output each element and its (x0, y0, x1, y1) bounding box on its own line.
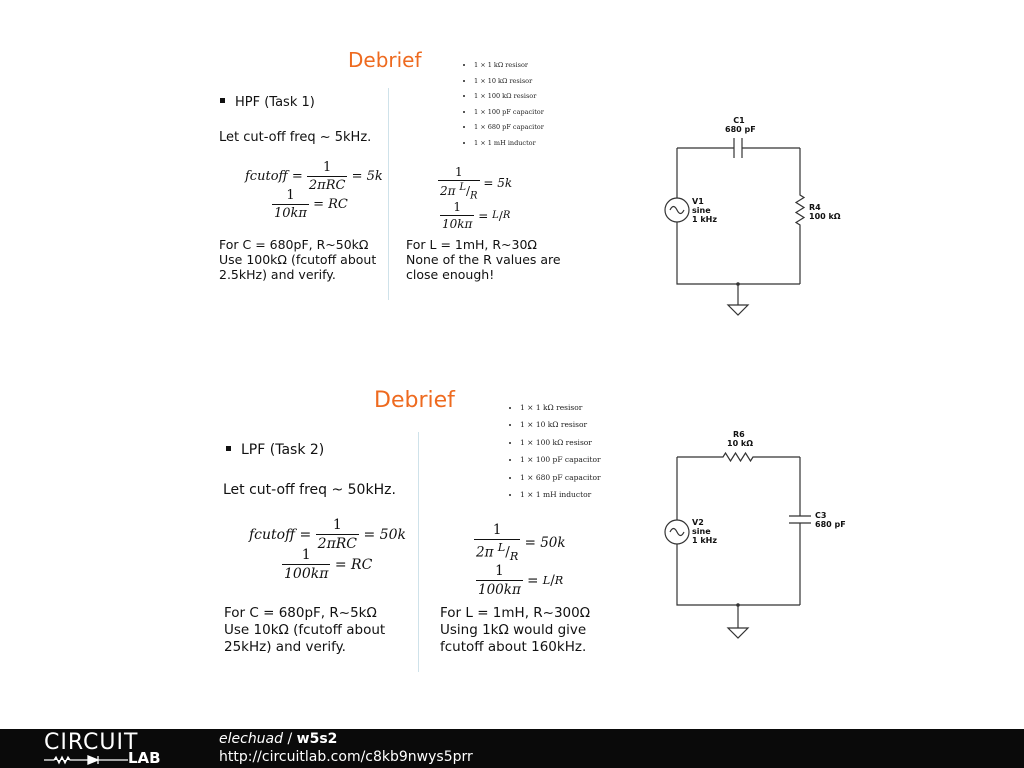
slide-title: Debrief (348, 48, 422, 72)
resistor-zigzag (796, 148, 804, 284)
inductor-equation: $\frac{1}{2\pi ^L/_R}$ = 5k (440, 165, 513, 202)
list-item: • 1 × 1 kΩ resisor (520, 399, 601, 416)
lr-equation: $\frac{1}{10k\pi}$ = L / R (442, 200, 511, 231)
list-item: • 1 × 100 pF capacitor (474, 105, 544, 121)
list-item: • 1 × 10 kΩ resisor (474, 74, 544, 90)
list-item: • 1 × 100 kΩ resisor (474, 89, 544, 105)
c1-label: C1 (733, 116, 745, 125)
parts-list (508, 399, 601, 503)
cutoff-text: Let cut-off freq ~ 50kHz. (223, 482, 396, 498)
junction-dot (736, 603, 740, 607)
lr-equation: $\frac{1}{100k\pi}$ = L / R (478, 563, 564, 598)
parts-list (462, 58, 544, 151)
r6-label: R6 10 kΩ (727, 430, 754, 448)
rc-equation: $\frac{1}{10k\pi}$ = RC (274, 188, 348, 221)
resistor-zigzag (677, 453, 800, 461)
c3-label: C3 680 pF (815, 511, 846, 529)
v1-label: V1 sine 1 kHz (692, 197, 718, 224)
bullet-heading: HPF (Task 1) (220, 95, 315, 110)
list-item: • 1 × 1 mH inductor (520, 486, 601, 503)
junction-dot (736, 282, 740, 286)
resistor-diode-logo-icon (44, 755, 128, 765)
circuitlab-logo-lab: LAB (128, 749, 161, 767)
project-name[interactable]: w5s2 (296, 731, 338, 747)
inductor-text: For L = 1mH, R~300Ω Using 1kΩ would give fcutoff about 160kHz. (440, 605, 591, 655)
bullet-heading: LPF (Task 2) (226, 442, 324, 458)
list-item: • 1 × 1 kΩ resisor (474, 58, 544, 74)
list-item: • 1 × 680 pF capacitor (520, 469, 601, 486)
divider (388, 88, 389, 300)
sine-wave-icon (670, 529, 684, 536)
ground-icon (728, 305, 748, 315)
inductor-equation: $\frac{1}{2\pi ^L/_R}$ = 50k (476, 522, 566, 564)
circuitlab-logo[interactable]: CIRCUIT (44, 730, 139, 755)
project-url[interactable]: http://circuitlab.com/c8kb9nwys5prr (219, 749, 473, 765)
sine-wave-icon (670, 207, 684, 214)
r4-label: R4 100 kΩ (809, 203, 841, 221)
cutoff-equation: fcutoff = $\frac{1}{\text{2πRC}}$ = 50k (249, 517, 406, 552)
list-item: • 1 × 100 kΩ resisor (520, 434, 601, 451)
list-item: • 1 × 1 mH inductor (474, 136, 544, 152)
inductor-text: For L = 1mH, R~30Ω None of the R values are close enough! (406, 237, 561, 282)
list-item: • 1 × 10 kΩ resisor (520, 416, 601, 433)
cutoff-text: Let cut-off freq ~ 5kHz. (219, 130, 372, 145)
divider (418, 432, 419, 672)
list-item: • 1 × 680 pF capacitor (474, 120, 544, 136)
list-item: • 1 × 100 pF capacitor (520, 451, 601, 468)
circuit-lpf (650, 440, 850, 650)
rc-equation: $\frac{1}{100k\pi}$ = RC (284, 547, 373, 582)
footer-bar (0, 729, 1024, 768)
capacitor-text: For C = 680pF, R~50kΩ Use 100kΩ (fcutoff about 2.5kHz) and verify. (219, 237, 377, 282)
author-line: elechuad / w5s2 (219, 731, 338, 747)
v2-label: V2 sine 1 kHz (692, 518, 718, 545)
author-link[interactable]: elechuad (219, 731, 284, 747)
cutoff-equation: fcutoff = $\frac{1}{\text{2πRC}}$ = 5k (245, 160, 383, 193)
ground-icon (728, 628, 748, 638)
capacitor-text: For C = 680pF, R~5kΩ Use 10kΩ (fcutoff about 25kHz) and verify. (224, 605, 386, 655)
c1-value: 680 pF (725, 125, 756, 134)
slide-title: Debrief (374, 388, 455, 413)
